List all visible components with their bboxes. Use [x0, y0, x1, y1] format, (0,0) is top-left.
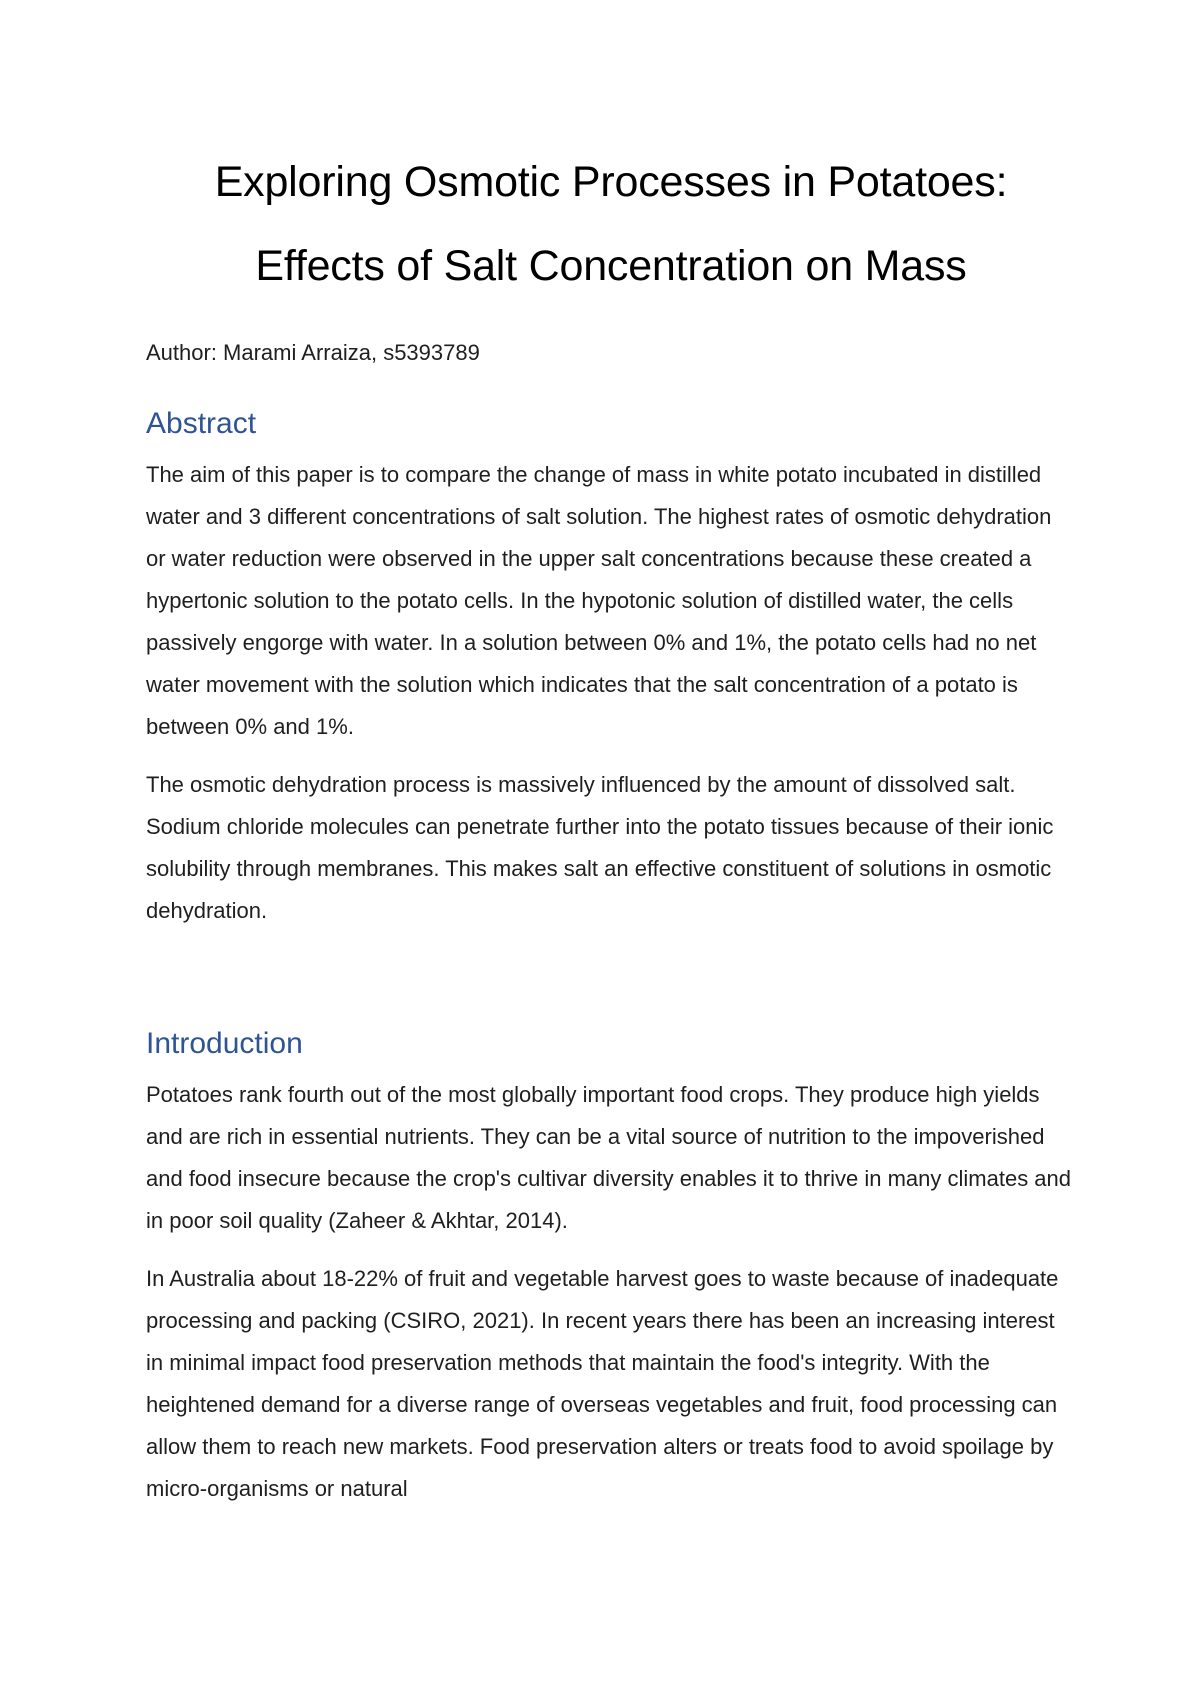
title-line-2: Effects of Salt Concentration on Mass [255, 242, 967, 290]
abstract-section [146, 404, 1076, 932]
author-line: Author: Marami Arraiza, s5393789 [146, 340, 480, 365]
introduction-section [146, 1024, 1076, 1510]
paper-page [146, 140, 1076, 1510]
abstract-paragraph-1: The aim of this paper is to compare the change of mass in white potato incubated in distilled water and 3 different concentrations of salt solution. The highest rates of osmotic dehydration or water reduction were observed in the upper salt concentrations because these created a hypertonic solution to the potato cells. In the hypotonic solution of distilled water, the cells passively engorge with water. In a solution between 0% and 1%, the potato cells had no net water movement with the solution which indicates that the salt concentration of a potato is between 0% and 1%. [146, 462, 1052, 739]
introduction-heading: Introduction [146, 1027, 303, 1060]
abstract-paragraph-2: The osmotic dehydration process is massively influenced by the amount of dissolved salt. Sodium chloride molecules can penetrate further into the potato tissues because of their ionic solubility through membranes. This makes salt an effective constituent of solutions in osmotic dehydration. [146, 772, 1054, 923]
introduction-paragraph-2: In Australia about 18-22% of fruit and vegetable harvest goes to waste because of inadequate processing and packing (CSIRO, 2021). In recent years there has been an increasing interest in minimal impact food preservation methods that maintain the food's integrity. With the heightened demand for a diverse range of overseas vegetables and fruit, food processing can allow them to reach new markets. Food preservation alters or treats food to avoid spoilage by micro-organisms or natural [146, 1266, 1059, 1501]
title-line-1: Exploring Osmotic Processes in Potatoes: [214, 158, 1008, 206]
abstract-heading: Abstract [146, 407, 257, 440]
paper-title [146, 140, 1076, 308]
introduction-paragraph-1: Potatoes rank fourth out of the most globally important food crops. They produce high yields and are rich in essential nutrients. They can be a vital source of nutrition to the impoverished and food insecure because the crop's cultivar diversity enables it to thrive in many climates and in poor soil quality (Zaheer & Akhtar, 2014). [146, 1082, 1072, 1233]
